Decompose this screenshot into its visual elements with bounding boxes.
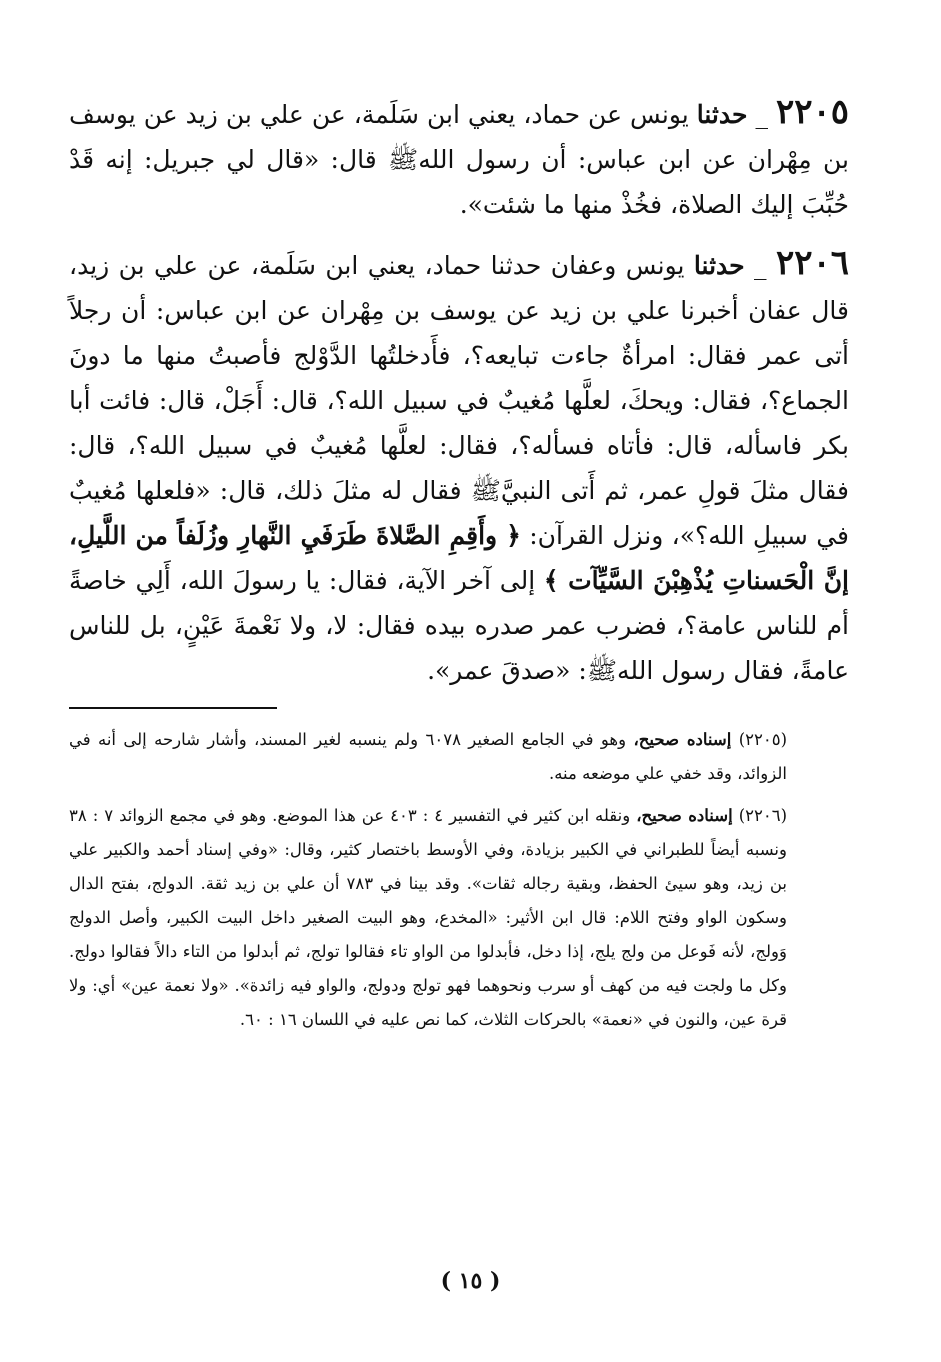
hadith-number: ٢٢٠٦ [775,243,850,283]
footnote-text: وهو في الجامع الصغير ٦٠٧٨ ولم ينسبه لغير المسند، وأشار شارحه إلى أنه في الزوائد، وقد خفي علي موضعه منه. [69,730,787,783]
footnote-2205 [69,723,849,791]
footnote-ref: (٢٢٠٥) [738,730,788,749]
quran-verse: ﴿ وأَقِمِ الصَّلاةَ طَرَفَيِ النَّهارِ وزُلَفاً من اللَّيلِ، إنَّ الْحَسناتِ يُذْهِبْنَ السَّيِّآت ﴾ [69,521,849,595]
hadith-text: يونس وعفان حدثنا حماد، يعني ابن سَلَمة، عن علي بن زيد، قال عفان أخبرنا علي بن زيد عن يوسف بن مِهْران عن ابن عباس: أن رجلاً أتى عمر فقال: امرأةٌ جاءت تبايعه؟، فأَدخلتُها الدَّوْلج فأصبتُ منها ما دونَ الجماع؟، فقال: ويحكَ، لعلَّها مُغيبٌ في سبيل الله؟، قال: أَجَلْ، قال: فائت أبا بكر فاسأله، قال: فأتاه فسأله؟، فقال: لعلَّها مُغيبٌ في سبيل الله؟، قال: فقال مثلَ قولِ عمر، ثم أَتى النبيَّﷺ فقال له مثلَ ذلك، قال: «فلعلها مُغيبٌ في سبيلِ الله؟»، ونزل القرآن: [69,251,849,550]
main-text [69,90,849,693]
hadith-lead: حدثنا [693,251,745,280]
hadith-text-end: إلى آخر الآية، فقال: يا رسولَ الله، أَلِي خاصةً أم للناس عامة؟، فضرب عمر صدره بيده فقال: لا، ولا نَعْمةَ عَيْنٍ، بل للناس عامةً، فقال رسول اللهﷺ: «صدقَ عمر». [69,566,849,685]
hadith-lead: حدثنا [696,100,748,129]
hadith-2205: ٢٢٠٥ _ حدثنا يونس عن حماد، يعني ابن سَلَمة، عن علي بن زيد عن يوسف بن مِهْران عن ابن عباس: أن رسول اللهﷺ قال: «قال لي جبريل: إنه قَدْ حُبِّبَ إليك الصلاة، فخُذْ منها ما شئت». [69,92,850,219]
page-number: ( ١٥ ) [440,1268,501,1294]
hadith-text: يونس عن حماد، يعني ابن سَلَمة، عن علي بن زيد عن يوسف بن مِهْران عن ابن عباس: أن رسول اللهﷺ قال: «قال لي جبريل: إنه قَدْ حُبِّبَ إليك الصلاة، فخُذْ منها ما شئت». [69,100,849,219]
footnote-grade: إسناده صحيح، [633,730,732,749]
hadith-2206: ٢٢٠٦ _ حدثنا يونس وعفان حدثنا حماد، يعني ابن سَلَمة، عن علي بن زيد، قال عفان أخبرنا علي بن زيد عن يوسف بن مِهْران عن ابن عباس: أن رجلاً أتى عمر فقال: امرأةٌ جاءت تبايعه؟، فأَدخلتُها الدَّوْلج فأصبتُ منها ما دونَ الجماع؟، فقال: ويحكَ، لعلَّها مُغيبٌ في سبيل الله؟، قال: أَجَلْ، قال: فائت أبا بكر فاسأله، قال: فأتاه فسأله؟، فقال: لعلَّها مُغيبٌ في سبيل الله؟، قال: فقال مثلَ قولِ عمر، ثم أَتى النبيَّﷺ فقال له مثلَ ذلك، قال: «فلعلها مُغيبٌ في سبيلِ الله؟»، ونزل القرآن: ﴿ وأَقِمِ الصَّلاةَ طَرَفَيِ النَّهارِ وزُلَفاً من اللَّيلِ، إنَّ الْحَسناتِ يُذْهِبْنَ السَّيِّآت ﴾ إلى آخر الآية، فقال: يا رسولَ الله، أَلِي خاصةً أم للناس عامة؟، فضرب عمر صدره بيده فقال: لا، ولا نَعْمةَ عَيْنٍ، بل للناس عامةً، فقال رسول اللهﷺ: «صدقَ عمر». [69,243,850,685]
footnotes [69,723,849,1037]
book-page [69,90,849,1045]
footnote-2206 [69,799,849,1037]
footnote-ref: (٢٢٠٦) [738,806,788,825]
footnote-grade: إسناده صحيح، [636,806,733,825]
footnote-text: ونقله ابن كثير في التفسير ٤ : ٤٠٣ عن هذا الموضع. وهو في مجمع الزوائد ٧ : ٣٨ ونسبه أيضاً للطبراني في الكبير بزيادة، وفي الأوسط باختصار كثير، وقال: «وفي إسناد أحمد والكبير علي بن زيد، وهو سيئ الحفظ، وبقية رجاله ثقات». وقد بينا في ٧٨٣ أن علي بن زيد ثقة. الدولج، بفتح الدال وسكون الواو وفتح اللام: قال ابن الأثير: «المخدع، وهو البيت الصغير داخل البيت الكبير، وأصل الدولج وَولج، لأنه فَوعل من ولج يلج، إذا دخل، فأبدلوا من الواو تاء فقالوا تولج، ثم أبدلوا من التاء دالاً فقالوا دولج. وكل ما ولجت فيه من كهف أو سرب ونحوهما فهو تولج ودولج، والواو فيه زائدة». «ولا نعمة عين» أي: ولا قرة عين، والنون في «نعمة» بالحركات الثلاث، كما نص عليه في اللسان ١٦ : ٦٠. [69,806,787,1029]
footnote-divider [69,707,277,709]
hadith-number: ٢٢٠٥ [775,92,850,132]
